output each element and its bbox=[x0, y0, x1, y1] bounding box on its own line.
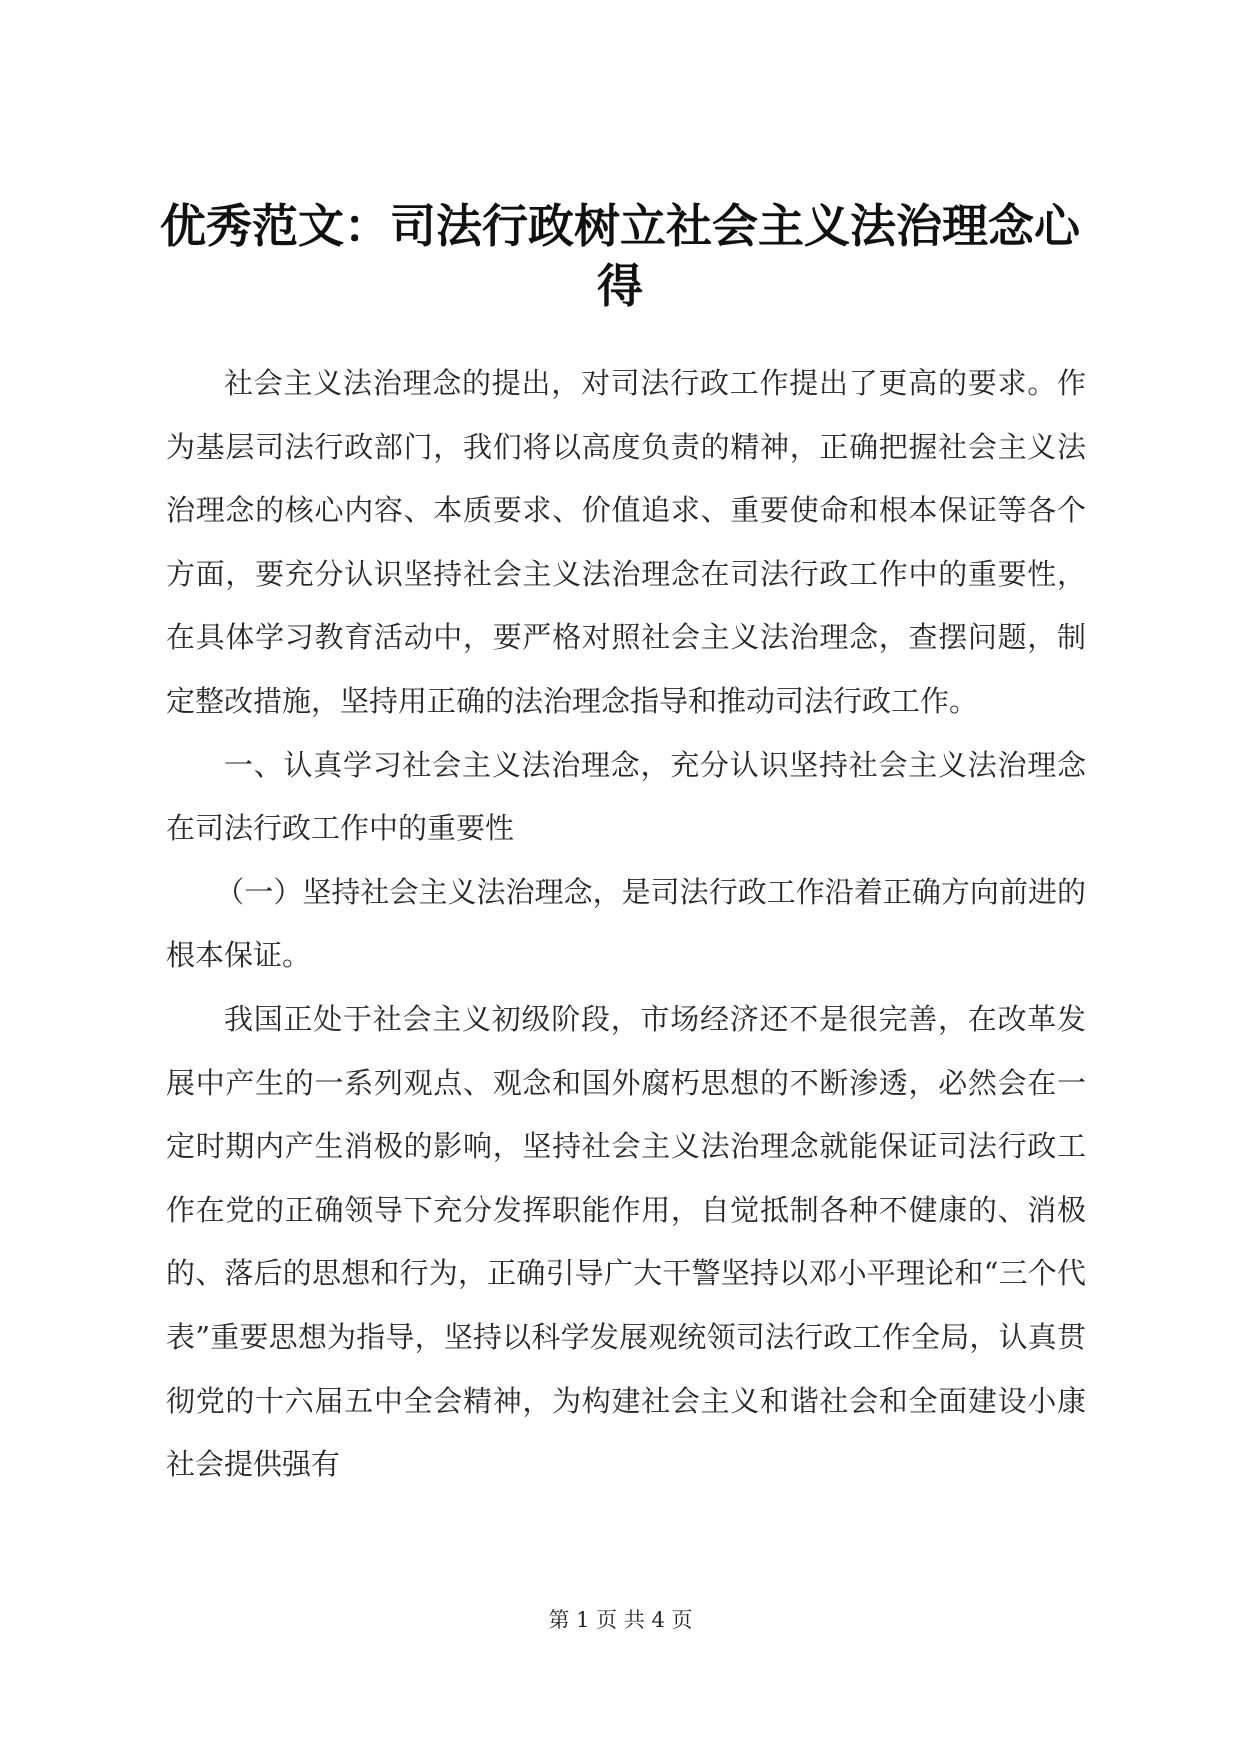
paragraph-intro: 社会主义法治理念的提出，对司法行政工作提出了更高的要求。作为基层司法行政部门，我们将以高度负责的精神，正确把握社会主义法治理念的核心内容、本质要求、价值追求、重要使命和根本保证等各个方面，要充分认识坚持社会主义法治理念在司法行政工作中的重要性，在具体学习教育活动中，要严格对照社会主义法治理念，查摆问题，制定整改措施，坚持用正确的法治理念指导和推动司法行政工作。 bbox=[166, 366, 1086, 718]
section-heading-1: 一、认真学习社会主义法治理念，充分认识坚持社会主义法治理念在司法行政工作中的重要性 bbox=[166, 747, 1086, 846]
page-footer: 第 1 页 共 4 页 bbox=[548, 1608, 693, 1632]
document-body bbox=[166, 352, 1086, 1497]
subsection-heading-1: （一）坚持社会主义法治理念，是司法行政工作沿着正确方向前进的根本保证。 bbox=[166, 874, 1086, 973]
document-title: 优秀范文：司法行政树立社会主义法治理念心得 bbox=[160, 199, 1080, 313]
paragraph-body: 我国正处于社会主义初级阶段，市场经济还不是很完善，在改革发展中产生的一系列观点、观念和国外腐朽思想的不断渗透，必然会在一定时期内产生消极的影响，坚持社会主义法治理念就能保证司法行政工作在党的正确领导下充分发挥职能作用，自觉抵制各种不健康的、消极的、落后的思想和行为，正确引导广大干警坚持以邓小平理论和“三个代表”重要思想为指导，坚持以科学发展观统领司法行政工作全局，认真贯彻党的十六届五中全会精神，为构建社会主义和谐社会和全面建设小康社会提供强有 bbox=[166, 1001, 1086, 1482]
